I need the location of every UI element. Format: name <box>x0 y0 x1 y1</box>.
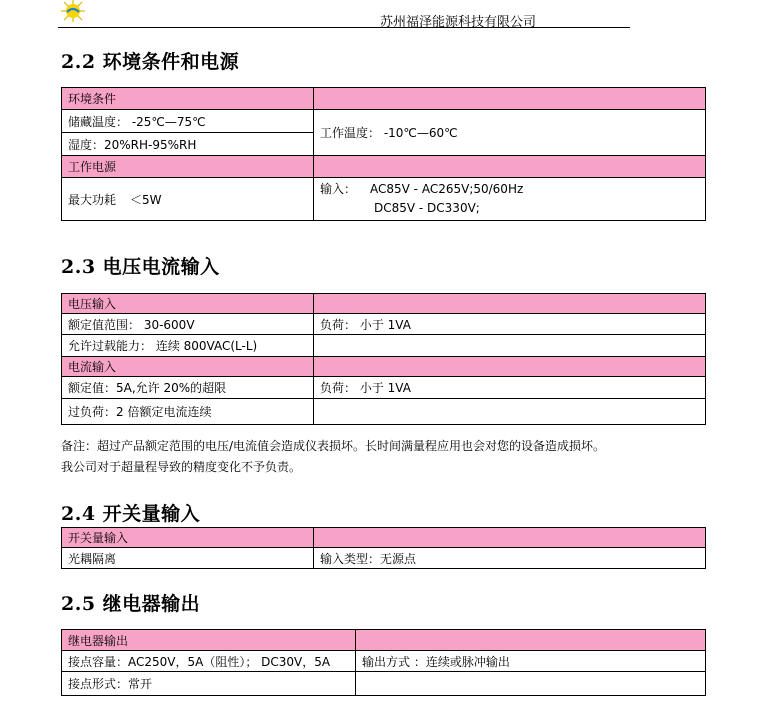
max-power-label: 最大功耗 <box>68 192 117 207</box>
header-divider <box>58 27 630 28</box>
relay-output-mode: 输出方式 ：连续或脉冲输出 <box>356 651 706 672</box>
switch-input-type: 输入类型：无源点 <box>314 548 706 569</box>
power-header: 工作电源 <box>62 156 314 178</box>
table-row <box>62 672 706 696</box>
table-row <box>62 294 706 314</box>
table-row <box>62 178 706 221</box>
voltage-load: 负荷： 小于 1VA <box>314 314 706 335</box>
power-input <box>314 178 706 221</box>
voltage-current-table <box>61 293 706 425</box>
section-title-2-3: 2.3 电压电流输入 <box>61 256 220 278</box>
env-header: 环境条件 <box>62 88 314 110</box>
relay-contact-form: 接点形式：常开 <box>62 672 356 696</box>
current-overload-empty <box>314 399 706 425</box>
max-power-value: ＜5W <box>130 192 162 207</box>
current-rated: 额定值：5A,允许 20%的超限 <box>62 377 314 399</box>
voltage-rated: 额定值范围： 30-600V <box>62 314 314 335</box>
switch-isolation: 光耦隔离 <box>62 548 314 569</box>
section-title-2-4: 2.4 开关量输入 <box>61 503 201 525</box>
table-row <box>62 377 706 399</box>
table-row <box>62 357 706 377</box>
input-ac: AC85V - AC265V;50/60Hz <box>370 182 524 196</box>
table-row <box>62 110 706 133</box>
switch-header: 开关量输入 <box>62 528 314 548</box>
relay-capacity: 接点容量：AC250V，5A（阻性）； DC30V，5A <box>62 651 356 672</box>
table-row <box>62 548 706 569</box>
input-dc: DC85V - DC330V; <box>374 201 480 215</box>
table-row <box>62 399 706 425</box>
table-row <box>62 156 706 178</box>
switch-header-empty <box>314 528 706 548</box>
table-row <box>62 528 706 548</box>
storage-temp: 储藏温度： -25℃—75℃ <box>62 110 314 133</box>
section-title-2-2: 2.2 环境条件和电源 <box>61 51 240 73</box>
voltage-header: 电压输入 <box>62 294 314 314</box>
table-row <box>62 88 706 110</box>
max-power <box>62 178 314 221</box>
relay-output-table <box>61 629 706 696</box>
section-title-2-5: 2.5 继电器输出 <box>61 593 201 615</box>
current-header-empty <box>314 357 706 377</box>
company-name: 苏州福泽能源科技有限公司 <box>380 15 537 30</box>
table-row <box>62 314 706 335</box>
input-label: 输入： <box>320 182 357 196</box>
relay-contact-empty <box>356 672 706 696</box>
current-load: 负荷： 小于 1VA <box>314 377 706 399</box>
note-line-1: 备注：超过产品额定范围的电压/电流值会造成仪表损坏。长时间满量程应用也会对您的设备造成损坏。 <box>61 439 606 453</box>
voltage-header-empty <box>314 294 706 314</box>
voltage-overload-empty <box>314 335 706 357</box>
voltage-overload: 允许过载能力： 连续 800VAC(L-L) <box>62 335 314 357</box>
switch-input-table <box>61 527 706 569</box>
table-row <box>62 335 706 357</box>
power-header-empty <box>314 156 706 178</box>
current-overload: 过负荷：2 倍额定电流连续 <box>62 399 314 425</box>
sun-logo-icon <box>58 0 88 22</box>
humidity: 湿度：20%RH-95%RH <box>62 133 314 156</box>
relay-header-empty <box>356 630 706 651</box>
env-power-table <box>61 87 706 221</box>
note-line-2: 我公司对于超量程导致的精度变化不予负责。 <box>61 460 302 474</box>
relay-header: 继电器输出 <box>62 630 356 651</box>
table-row <box>62 651 706 672</box>
table-row <box>62 630 706 651</box>
env-header-empty <box>314 88 706 110</box>
current-header: 电流输入 <box>62 357 314 377</box>
work-temp: 工作温度： -10℃—60℃ <box>314 110 706 156</box>
